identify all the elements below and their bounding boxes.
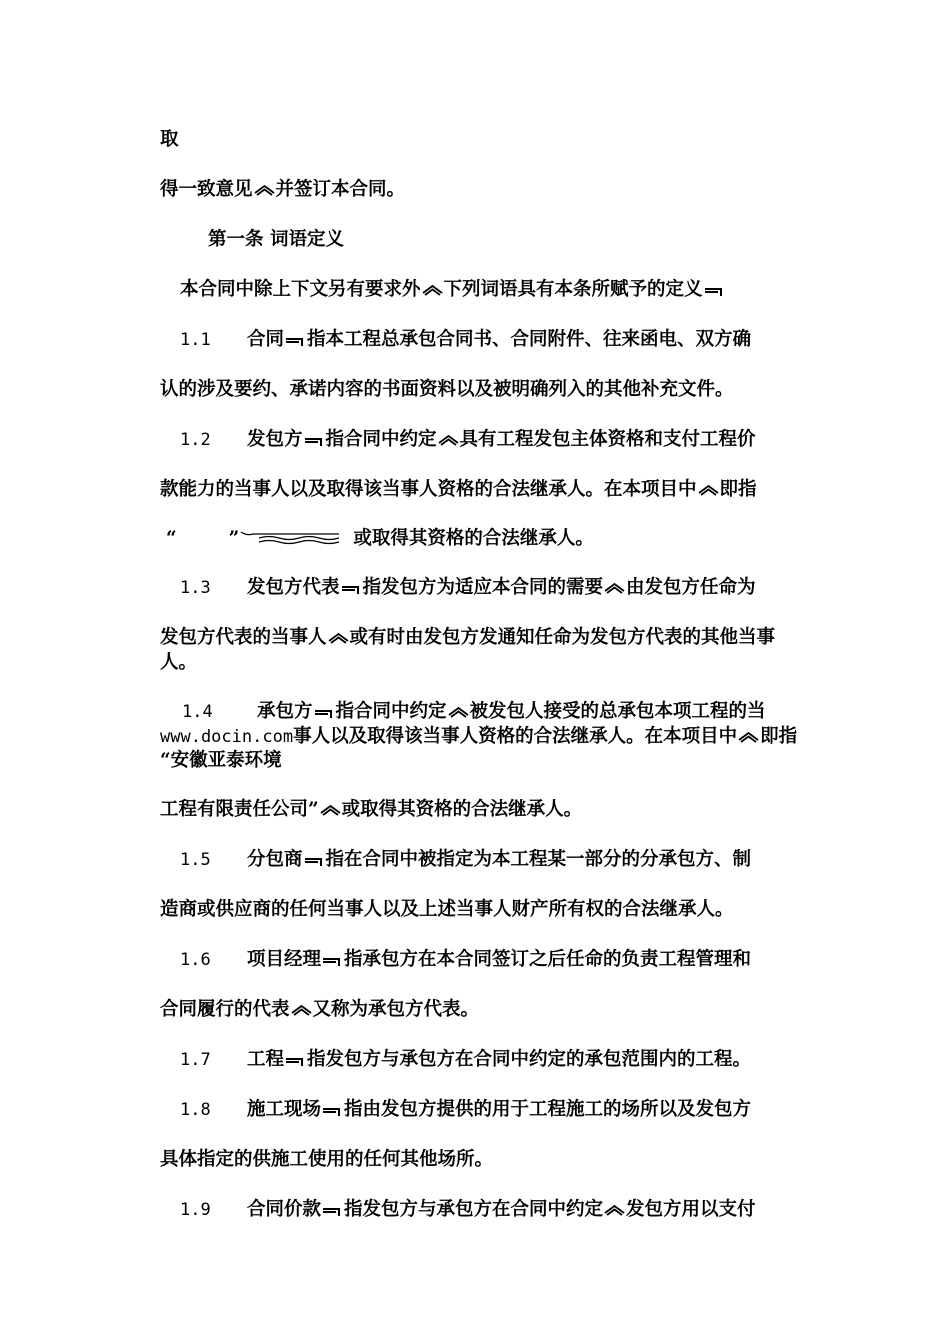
text-line <box>160 998 479 1022</box>
text-line <box>160 749 282 773</box>
clause-1-3 <box>180 576 756 600</box>
definition-text: 指由发包方提供的用于工程施工的场所以及发包方 <box>344 1099 752 1120</box>
colon-mark-icon <box>322 1202 343 1216</box>
clause-1-8 <box>180 1098 751 1122</box>
definition-text: 指合同中约定 <box>335 701 447 722</box>
text-line <box>160 898 734 922</box>
term: 施工现场 <box>247 1099 322 1120</box>
definition-text: 造商或供应商的任何当事人以及上述当事人财产所有权的合法继承人。 <box>160 899 734 920</box>
wavy-blank-icon <box>239 528 347 548</box>
open-quote: “ <box>166 528 177 549</box>
term: 分包商 <box>247 849 303 870</box>
definition-text: 或有时由发包方发通知任命为发包方代表的其他当事 <box>349 627 776 648</box>
definition-text: 人。 <box>160 652 198 673</box>
comma-mark-icon <box>422 282 443 296</box>
text-line <box>160 128 179 152</box>
comma-mark-icon <box>438 432 459 446</box>
clause-1-5 <box>180 848 751 872</box>
clause-1-6 <box>180 948 751 972</box>
term: 项目经理 <box>247 949 322 970</box>
heading-text: 第一条 词语定义 <box>208 229 344 250</box>
comma-mark-icon <box>604 580 625 594</box>
colon-mark-icon <box>304 432 325 446</box>
clause-number: 1.7 <box>180 1050 211 1070</box>
definition-text: 具体指定的供施工使用的任何其他场所。 <box>160 1149 494 1170</box>
definition-text: 或取得其资格的合法继承人。 <box>353 528 594 549</box>
text-line <box>160 478 757 502</box>
definition-text: 指本工程总承包合同书、合同附件、往来函电、双方确 <box>307 329 752 350</box>
colon-mark-icon <box>322 952 343 966</box>
clause-number: 1.5 <box>180 850 211 870</box>
text-line <box>180 278 726 302</box>
clause-1-1 <box>180 328 751 352</box>
term: 发包方 <box>247 429 303 450</box>
colon-mark-icon <box>285 1052 306 1066</box>
clause-number: 1.1 <box>180 330 211 350</box>
comma-mark-icon <box>604 1202 625 1216</box>
definition-text: 由发包方任命为 <box>626 577 756 598</box>
close-quote: ” <box>228 528 240 549</box>
definition-text: 款能力的当事人以及取得该当事人资格的合法继承人。在本项目中 <box>160 479 697 500</box>
comma-mark-icon <box>448 704 469 718</box>
colon-mark-icon <box>322 1102 343 1116</box>
term: 合同 <box>247 329 285 350</box>
definition-text: 具有工程发包主体资格和支付工程价 <box>459 429 756 450</box>
text-line <box>160 378 734 402</box>
text-run: 并签订本合同。 <box>275 179 406 200</box>
section-heading <box>208 228 344 252</box>
text-line <box>160 651 197 675</box>
text-line <box>160 798 582 822</box>
definition-text: 指发包方与承包方在合同中约定 <box>344 1199 604 1220</box>
comma-mark-icon <box>738 729 759 743</box>
text-run: 得一致意见 <box>160 179 253 200</box>
definition-text: 即指 <box>719 479 757 500</box>
colon-mark-icon <box>285 332 306 346</box>
definition-text: 指发包方与承包方在合同中约定的承包范围内的工程。 <box>307 1049 752 1070</box>
clause-number: 1.6 <box>180 950 211 970</box>
text-line <box>160 725 797 749</box>
definition-text: 又称为承包方代表。 <box>312 999 480 1020</box>
definition-text: 发包方用以支付 <box>626 1199 756 1220</box>
text-run: 取 <box>160 129 179 150</box>
text-line <box>166 527 594 551</box>
term: 合同价款 <box>247 1199 322 1220</box>
term: 承包方 <box>257 701 313 722</box>
definition-text: 发包方代表的当事人 <box>160 627 327 648</box>
watermark-url: www.docin.com <box>160 727 294 747</box>
term: 发包方代表 <box>247 577 340 598</box>
comma-mark-icon <box>320 802 341 816</box>
term: 工程 <box>247 1049 285 1070</box>
clause-number: 1.8 <box>180 1100 211 1120</box>
clause-number: 1.4 <box>182 702 213 722</box>
definition-text: 指发包方为适应本合同的需要 <box>362 577 604 598</box>
definition-text: 指合同中约定 <box>325 429 437 450</box>
clause-1-7 <box>180 1048 751 1072</box>
definition-text: “安徽亚泰环境 <box>160 750 282 771</box>
clause-number: 1.9 <box>180 1200 211 1220</box>
comma-mark-icon <box>328 630 349 644</box>
colon-mark-icon <box>704 282 725 296</box>
comma-mark-icon <box>698 482 719 496</box>
definition-text: 即指 <box>760 726 798 747</box>
clause-1-2 <box>180 428 756 452</box>
definition-text: 合同履行的代表 <box>160 999 290 1020</box>
clause-number: 1.3 <box>180 578 211 598</box>
definition-text: 被发包人接受的总承包本项工程的当 <box>469 701 766 722</box>
clause-1-9 <box>180 1198 756 1222</box>
colon-mark-icon <box>341 580 362 594</box>
definition-text: 指承包方在本合同签订之后任命的负责工程管理和 <box>344 949 752 970</box>
colon-mark-icon <box>304 852 325 866</box>
comma-mark-icon <box>291 1002 312 1016</box>
definition-text: 认的涉及要约、承诺内容的书面资料以及被明确列入的其他补充文件。 <box>160 379 734 400</box>
clause-number: 1.2 <box>180 430 211 450</box>
definition-text: 或取得其资格的合法继承人。 <box>341 799 583 820</box>
clause-1-4 <box>182 700 766 724</box>
text-run: 本合同中除上下文另有要求外 <box>180 279 421 300</box>
text-line <box>160 626 775 650</box>
comma-mark-icon <box>254 182 275 196</box>
text-run: 下列词语具有本条所赋予的定义 <box>443 279 703 300</box>
definition-text: 事人以及取得该当事人资格的合法继承人。在本项目中 <box>293 726 738 747</box>
definition-text: 指在合同中被指定为本工程某一部分的分承包方、制 <box>325 849 752 870</box>
colon-mark-icon <box>314 704 335 718</box>
text-line <box>160 178 405 202</box>
definition-text: 工程有限责任公司” <box>160 799 319 820</box>
text-line <box>160 1148 493 1172</box>
